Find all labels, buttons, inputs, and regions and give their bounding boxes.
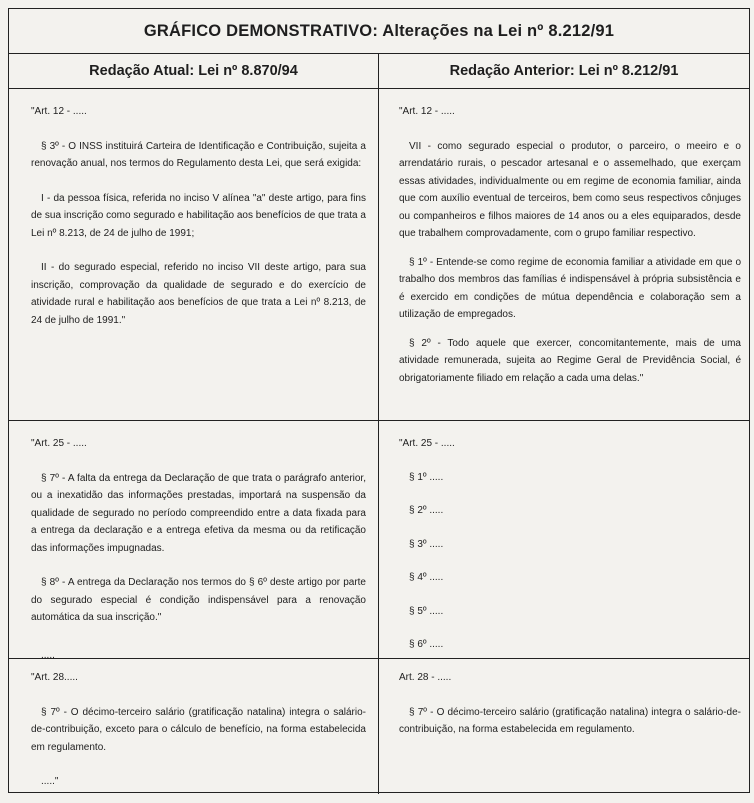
column-headers (9, 54, 749, 89)
table-row-art-12 (9, 89, 749, 421)
table-row-art-25 (9, 421, 749, 659)
paragraph: § 7º - A falta da entrega da Declaração de que trata o parágrafo anterior, ou a inexatidão das informações prestadas, importará na suspensão da qualidade de segurado no período compreendido entre a data fixada para a entrega da declaração e a entrega efetiva da mesma ou da retificação das informações impugnadas. (31, 472, 366, 554)
paragraph: Art. 28 - ..... (399, 672, 452, 683)
paragraph: "Art. 12 - ..... (31, 106, 87, 117)
paragraph: "Art. 25 - ..... (31, 438, 87, 449)
comparison-table (8, 8, 750, 793)
paragraph: I - da pessoa física, referida no inciso V alínea "a" deste artigo, para fins de sua inscrição como segurado e habilitação aos benefícios de que trata a Lei nº 8.213, de 24 de julho de 1991; (31, 192, 366, 239)
document-title: GRÁFICO DEMONSTRATIVO: Alterações na Lei nº 8.212/91 (9, 9, 749, 54)
paragraph: VII - como segurado especial o produtor, o parceiro, o meeiro e o arrendatário rurais, o pescador artesanal e o assemelhado, que exerçam essas atividades, individualmente ou em regime de economia familiar, ainda que com auxílio eventual de terceiros, bem como seus respectivos cônjuges ou companheiros e filhos maiores de 14 anos ou a eles equiparados, desde que trabalhem comprovadamente, com o grupo familiar respectivo. (399, 140, 741, 239)
paragraph: § 4º ..... (409, 572, 444, 583)
paragraph: § 8º - A entrega da Declaração nos termos do § 6º deste artigo por parte do segurado especial é condição indispensável para a renovação automática da sua inscrição." (31, 577, 366, 623)
paragraph: § 3º ..... (409, 538, 444, 550)
cell-current-art-12 (9, 89, 379, 420)
paragraph: ..... (41, 649, 55, 661)
paragraph: ....." (41, 776, 59, 787)
paragraph: § 7º - O décimo-terceiro salário (gratificação natalina) integra o salário-de-contribuição, na forma estabelecida em regulamento. (399, 706, 741, 735)
paragraph: "Art. 25 - ..... (399, 438, 455, 449)
table-row-art-28 (9, 659, 749, 794)
paragraph: "Art. 28..... (31, 672, 78, 683)
header-previous-wording: Redação Anterior: Lei nº 8.212/91 (449, 63, 679, 79)
paragraph: § 2º ..... (409, 505, 444, 516)
cell-current-art-25 (9, 421, 379, 661)
paragraph: § 6º ..... (409, 639, 444, 650)
paragraph: § 1º - Entende-se como regime de economia familiar a atividade em que o trabalho dos membros das famílias é indispensável à própria subsistência e é exercido em condições de mútua dependência e colaboração sem a utilização de empregados. (399, 256, 741, 320)
header-current-wording: Redação Atual: Lei nº 8.870/94 (9, 54, 379, 88)
paragraph: § 1º ..... (409, 471, 444, 483)
cell-previous-art-12 (379, 89, 749, 420)
paragraph: "Art. 12 - ..... (399, 106, 455, 117)
paragraph: § 5º ..... (409, 605, 444, 617)
paragraph: § 7º - O décimo-terceiro salário (gratificação natalina) integra o salário-de-contribuição, exceto para o cálculo de benefício, na forma estabelecida em regulamento. (31, 706, 366, 753)
cell-previous-art-28 (379, 659, 749, 794)
paragraph: II - do segurado especial, referido no inciso VII deste artigo, para sua inscrição, comprovação da qualidade de segurado e do exercício de atividade rural e habilitação aos benefícios de que trata a Lei nº 8.213, de 24 de julho de 1991." (31, 262, 366, 326)
paragraph: § 2º - Todo aquele que exercer, concomitantemente, mais de uma atividade remunerada, sujeita ao Regime Geral de Previdência Social, é obrigatoriamente filiado em relação a cada uma delas." (399, 337, 741, 384)
paragraph: § 3º - O INSS instituirá Carteira de Identificação e Contribuição, sujeita a renovação anual, nos termos do Regulamento desta Lei, que será exigida: (31, 140, 366, 169)
cell-previous-art-25 (379, 421, 749, 658)
cell-current-art-28 (9, 659, 379, 794)
